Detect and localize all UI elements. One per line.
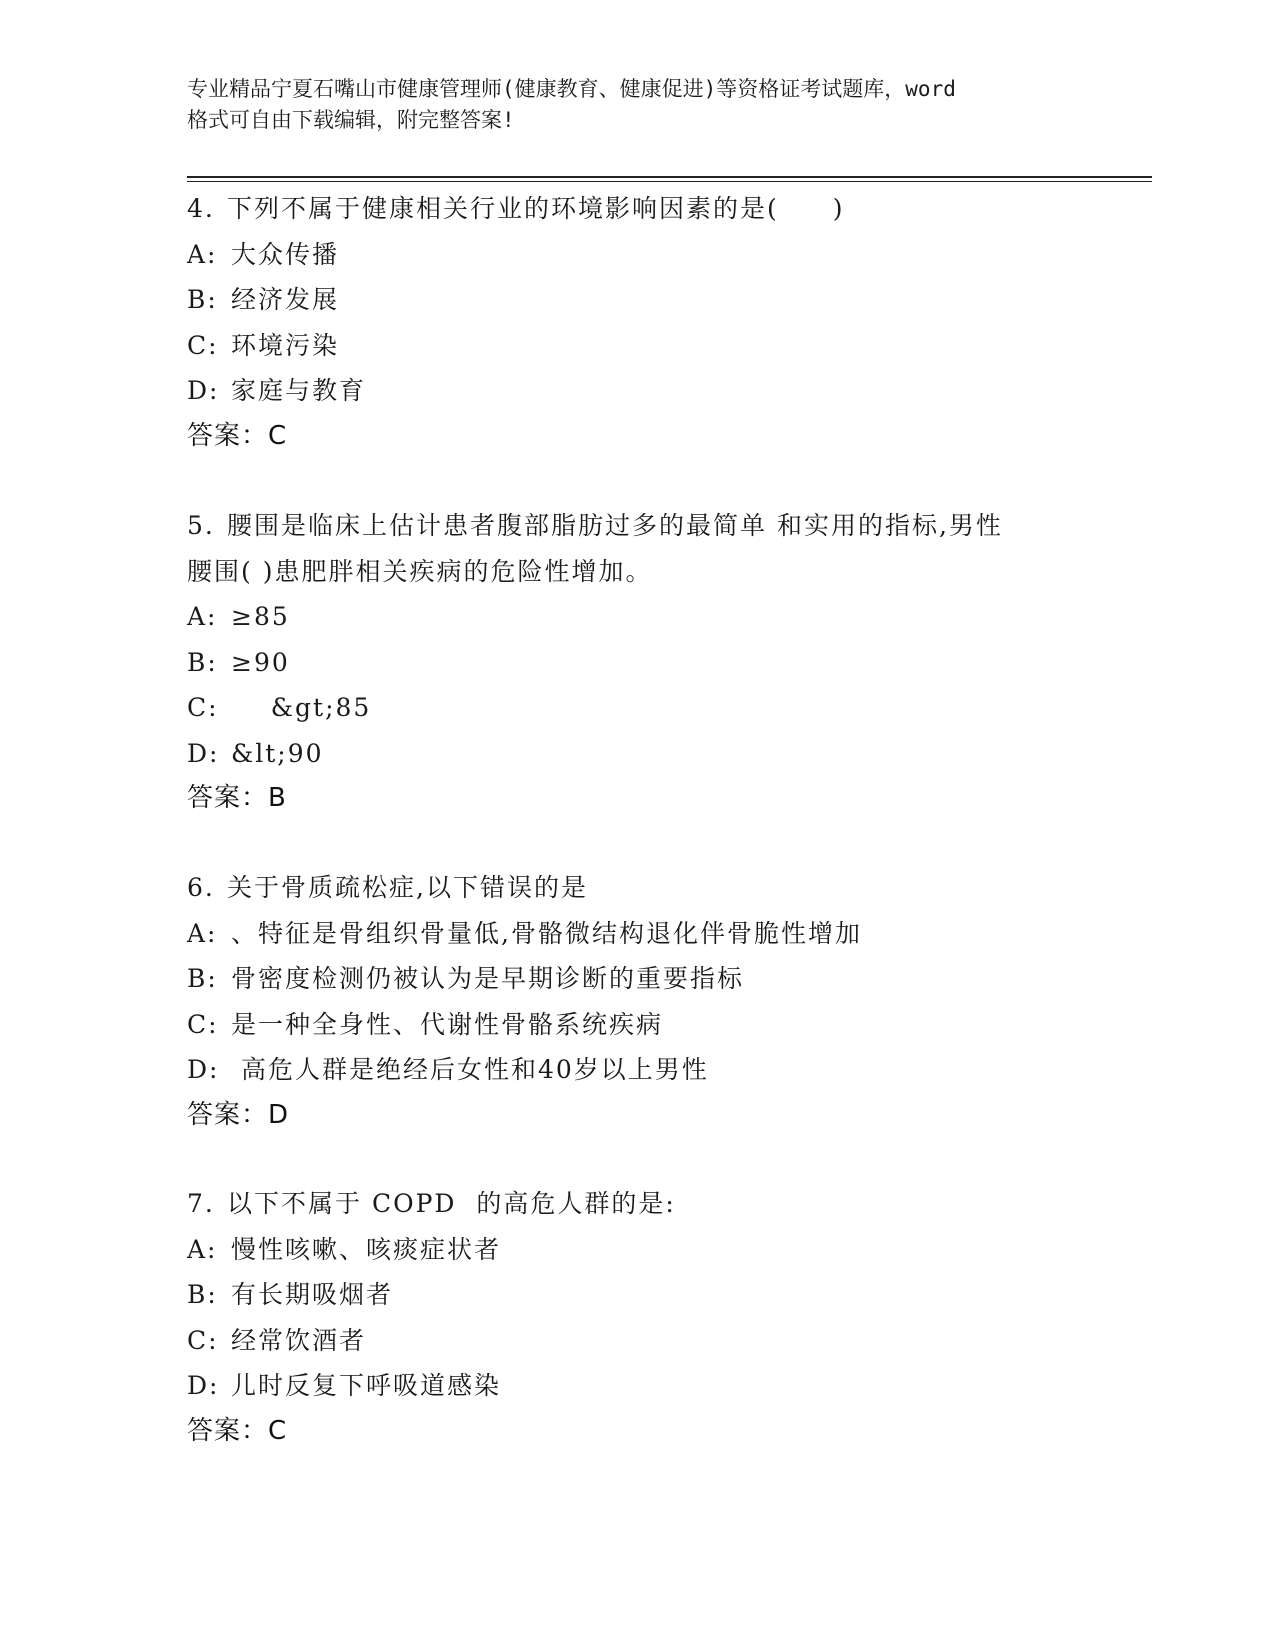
question-stem <box>187 503 1147 549</box>
option-text: 慢性咳嗽、咳痰症状者 <box>231 1234 502 1264</box>
option-d <box>187 1363 1147 1409</box>
option-text: 经济发展 <box>231 285 340 314</box>
question-text: 关于骨质疏松症,以下错误的是 <box>227 873 588 902</box>
document-header <box>187 74 1087 136</box>
option-key: C: <box>187 1009 219 1039</box>
question-4 <box>187 186 1147 459</box>
option-text: 是一种全身性、代谢性骨骼系统疾病 <box>231 1009 664 1039</box>
question-text: 以下不属于 COPD 的高危人群的是: <box>227 1189 676 1218</box>
option-key: B: <box>187 964 218 993</box>
option-key: B: <box>187 285 218 314</box>
option-b <box>187 640 1147 686</box>
option-key: A: <box>187 1234 218 1264</box>
question-7 <box>187 1181 1147 1454</box>
option-text: 大众传播 <box>231 239 340 269</box>
question-stem <box>187 186 1147 232</box>
option-c <box>187 323 1147 369</box>
header-line-2: 格式可自由下载编辑，附完整答案! <box>187 108 515 132</box>
option-c <box>187 1002 1147 1048</box>
option-key: A: <box>187 239 218 269</box>
question-number: 6. <box>187 873 215 902</box>
option-text: &gt;85 <box>231 693 372 722</box>
option-key: C: <box>187 330 219 360</box>
option-key: D: <box>187 738 220 768</box>
header-divider-thick <box>187 176 1152 178</box>
option-text: ≥85 <box>231 602 290 631</box>
question-stem <box>187 1181 1147 1227</box>
option-d <box>187 1047 1147 1093</box>
option-text: 骨密度检测仍被认为是早期诊断的重要指标 <box>231 964 745 993</box>
option-text: 儿时反复下呼吸道感染 <box>231 1371 502 1400</box>
option-d <box>187 368 1147 414</box>
question-number: 5. <box>187 511 215 540</box>
option-text: 有长期吸烟者 <box>231 1280 394 1309</box>
question-stem-continued: 腰围( )患肥胖相关疾病的危险性增加。 <box>187 556 653 586</box>
option-key: D: <box>187 1371 220 1400</box>
question-number: 7. <box>187 1189 215 1218</box>
option-c <box>187 685 1147 731</box>
question-6 <box>187 865 1147 1138</box>
option-d <box>187 731 1147 777</box>
answer-line: 答案：C <box>187 420 288 451</box>
option-key: A: <box>187 918 218 948</box>
option-key: C: <box>187 693 219 722</box>
option-key: C: <box>187 1325 219 1355</box>
option-key: A: <box>187 602 218 631</box>
option-text: &lt;90 <box>231 738 324 768</box>
option-text: ≥90 <box>231 647 290 677</box>
option-text: 高危人群是绝经后女性和40岁以上男性 <box>231 1055 709 1084</box>
option-key: D: <box>187 1055 220 1084</box>
option-a <box>187 594 1147 640</box>
header-divider-thin <box>187 181 1152 182</box>
option-c <box>187 1318 1147 1364</box>
option-a <box>187 232 1147 278</box>
question-text: 腰围是临床上估计患者腹部脂肪过多的最简单 和实用的指标,男性 <box>227 511 1003 540</box>
option-text: 环境污染 <box>231 330 340 360</box>
question-5 <box>187 503 1147 822</box>
option-key: B: <box>187 647 218 677</box>
header-line-1: 专业精品宁夏石嘴山市健康管理师(健康教育、健康促进)等资格证考试题库，word <box>187 77 956 101</box>
question-number: 4. <box>187 194 215 223</box>
option-b <box>187 1272 1147 1318</box>
option-text: 家庭与教育 <box>231 376 367 405</box>
option-text: 、特征是骨组织骨量低,骨骼微结构退化伴骨脆性增加 <box>231 918 862 948</box>
option-a <box>187 911 1147 957</box>
answer-line: 答案：B <box>187 783 287 813</box>
option-key: B: <box>187 1280 218 1309</box>
question-stem <box>187 865 1147 911</box>
answer-line: 答案：D <box>187 1099 290 1130</box>
option-a <box>187 1227 1147 1273</box>
question-text: 下列不属于健康相关行业的环境影响因素的是( ) <box>227 194 845 223</box>
option-key: D: <box>187 376 220 405</box>
option-b <box>187 956 1147 1002</box>
option-text: 经常饮酒者 <box>231 1325 367 1355</box>
option-b <box>187 277 1147 323</box>
answer-line: 答案：C <box>187 1415 288 1446</box>
